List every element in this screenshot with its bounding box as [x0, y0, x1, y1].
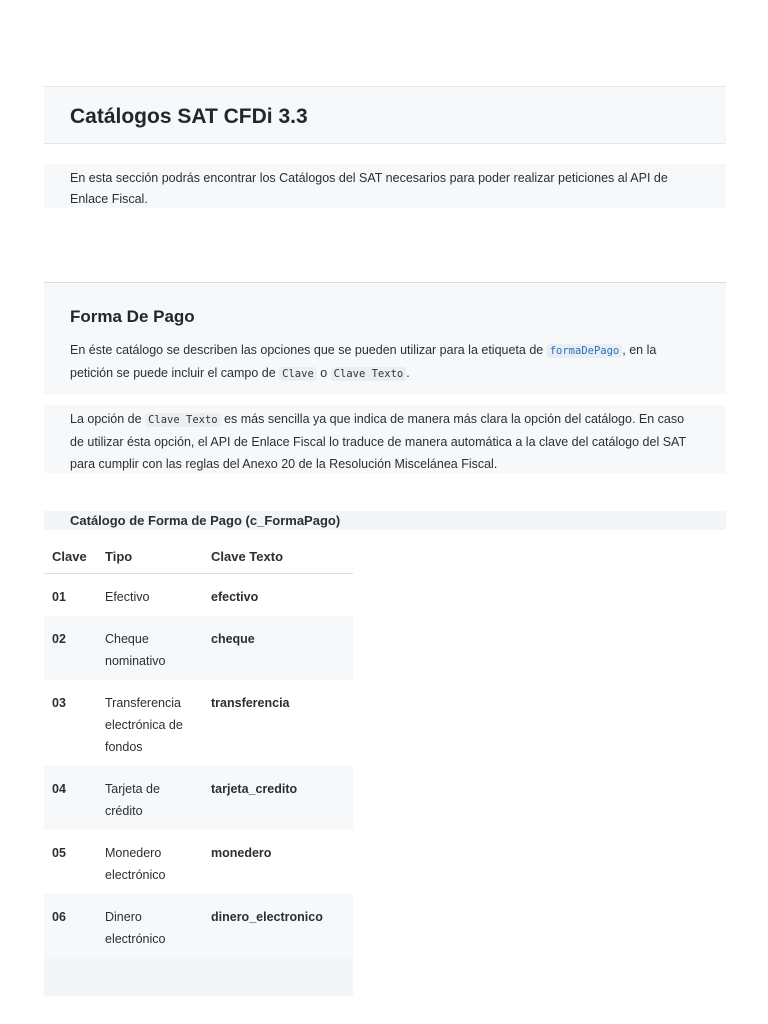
- cell-tipo: Cheque nominativo: [97, 616, 203, 680]
- cell-clave-texto: transferencia: [211, 696, 290, 710]
- forma-pago-table: [44, 540, 353, 996]
- page-title: Catálogos SAT CFDi 3.3: [70, 105, 308, 128]
- table-row-empty: [44, 958, 353, 996]
- cell-clave: 06: [44, 894, 97, 958]
- cell-clave-texto: dinero_electronico: [203, 894, 353, 958]
- table-row: [44, 894, 353, 958]
- table-row: [44, 680, 353, 766]
- cell-clave-texto: efectivo: [211, 590, 259, 604]
- clave-texto-note: [44, 405, 726, 473]
- cell-clave: 03: [52, 696, 66, 710]
- cell-clave: 05: [52, 846, 66, 860]
- cell-tipo: Transferencia electrónica de fondos: [105, 696, 183, 754]
- formadepago-code[interactable]: formaDePago: [547, 344, 623, 358]
- empty-cell: [97, 958, 203, 996]
- cell-clave: 02: [44, 616, 97, 680]
- description-text: .: [406, 366, 410, 380]
- clave-texto-code: Clave Texto: [331, 367, 407, 381]
- intro-paragraph: En esta sección podrás encontrar los Catálogos del SAT necesarios para poder realizar peticiones al API de Enlace Fiscal.: [44, 164, 726, 208]
- table-row: [44, 574, 353, 617]
- note-text: es más sencilla ya que indica de manera más clara la opción del catálogo. En caso de utilizar ésta opción, el API de Enlace Fiscal lo traduce de manera automática a la clave del catálogo del SAT para cumplir con las reglas del Anexo 20 de la Resolución Miscelánea Fiscal.: [70, 412, 686, 471]
- section-heading: Forma De Pago: [70, 307, 195, 326]
- description-text: o: [316, 366, 331, 380]
- table-row: [44, 766, 353, 830]
- table-caption: Catálogo de Forma de Pago (c_FormaPago): [44, 511, 726, 530]
- clave-texto-code: Clave Texto: [145, 413, 221, 427]
- cell-tipo: Dinero electrónico: [97, 894, 203, 958]
- header-clave-texto: Clave Texto: [203, 540, 353, 574]
- description-text: , en la petición se puede incluir el campo de: [70, 343, 657, 380]
- description-text: En éste catálogo se describen las opciones que se pueden utilizar para la etiqueta de: [70, 343, 547, 357]
- cell-tipo: Efectivo: [105, 590, 150, 604]
- empty-cell: [44, 958, 97, 996]
- note-text: La opción de: [70, 412, 146, 426]
- cell-clave-texto: monedero: [211, 846, 272, 860]
- empty-cell: [203, 958, 353, 996]
- cell-clave: 01: [52, 590, 66, 604]
- header-clave: Clave: [44, 540, 97, 574]
- table-header-row: [44, 540, 353, 574]
- page-header: [44, 86, 726, 144]
- header-tipo: Tipo: [97, 540, 203, 574]
- forma-de-pago-section: [44, 282, 726, 394]
- table-row: [44, 830, 353, 894]
- cell-tipo: Tarjeta de crédito: [97, 766, 203, 830]
- cell-clave-texto: cheque: [203, 616, 353, 680]
- cell-tipo: Monedero electrónico: [105, 846, 166, 882]
- clave-code: Clave: [279, 367, 317, 381]
- section-description: [70, 339, 700, 385]
- table-row: [44, 616, 353, 680]
- cell-clave: 04: [44, 766, 97, 830]
- cell-clave-texto: tarjeta_credito: [203, 766, 353, 830]
